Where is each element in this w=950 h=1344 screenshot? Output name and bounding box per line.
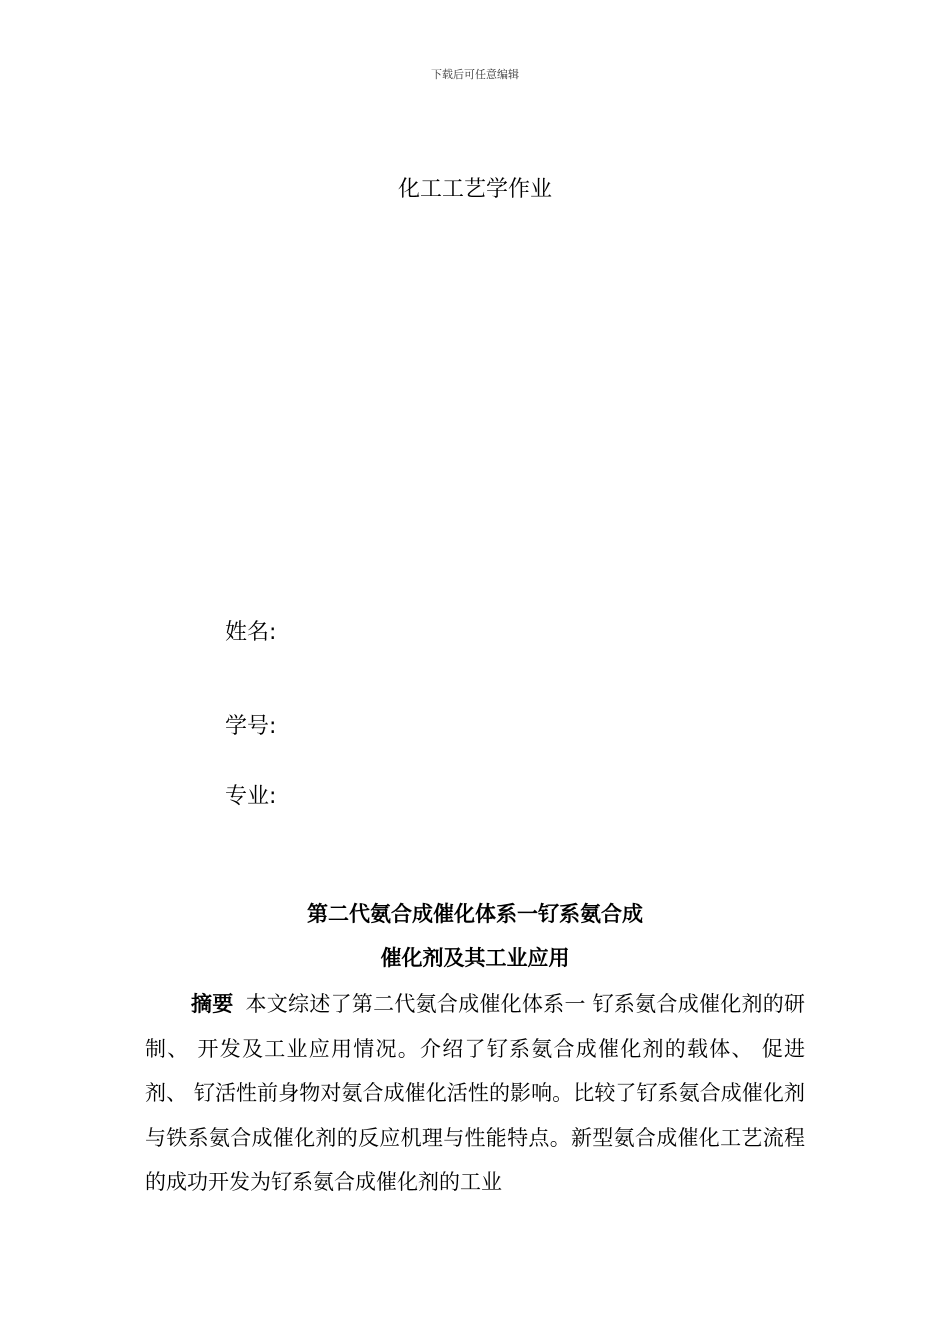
student-id-field-label: 学号: bbox=[225, 714, 277, 739]
page-header-note: 下载后可任意编辑 bbox=[431, 68, 519, 81]
abstract-text: 本文综述了第二代氨合成催化体系一 钌系氨合成催化剂的研制、 开发及工业应用情况。介绍了钌系氨合成催化剂的载体、 促进剂、 钌活性前身物对氨合成催化活性的影响。比较了钌系氨合成催化剂与铁系氨合成催化剂的反应机理与性能特点。新型氨合成催化工艺流程的成功开发为钌系氨合成催化剂的工业 bbox=[145, 992, 805, 1194]
abstract-paragraph bbox=[145, 982, 805, 1205]
article-title-line-2: 催化剂及其工业应用 bbox=[380, 946, 570, 970]
major-field-label: 专业: bbox=[225, 784, 277, 809]
document-title: 化工工艺学作业 bbox=[397, 177, 552, 202]
article-title-line-1: 第二代氨合成催化体系一钌系氨合成 bbox=[307, 902, 643, 926]
name-field-label: 姓名: bbox=[225, 620, 277, 645]
abstract-label: 摘要 bbox=[191, 992, 234, 1016]
